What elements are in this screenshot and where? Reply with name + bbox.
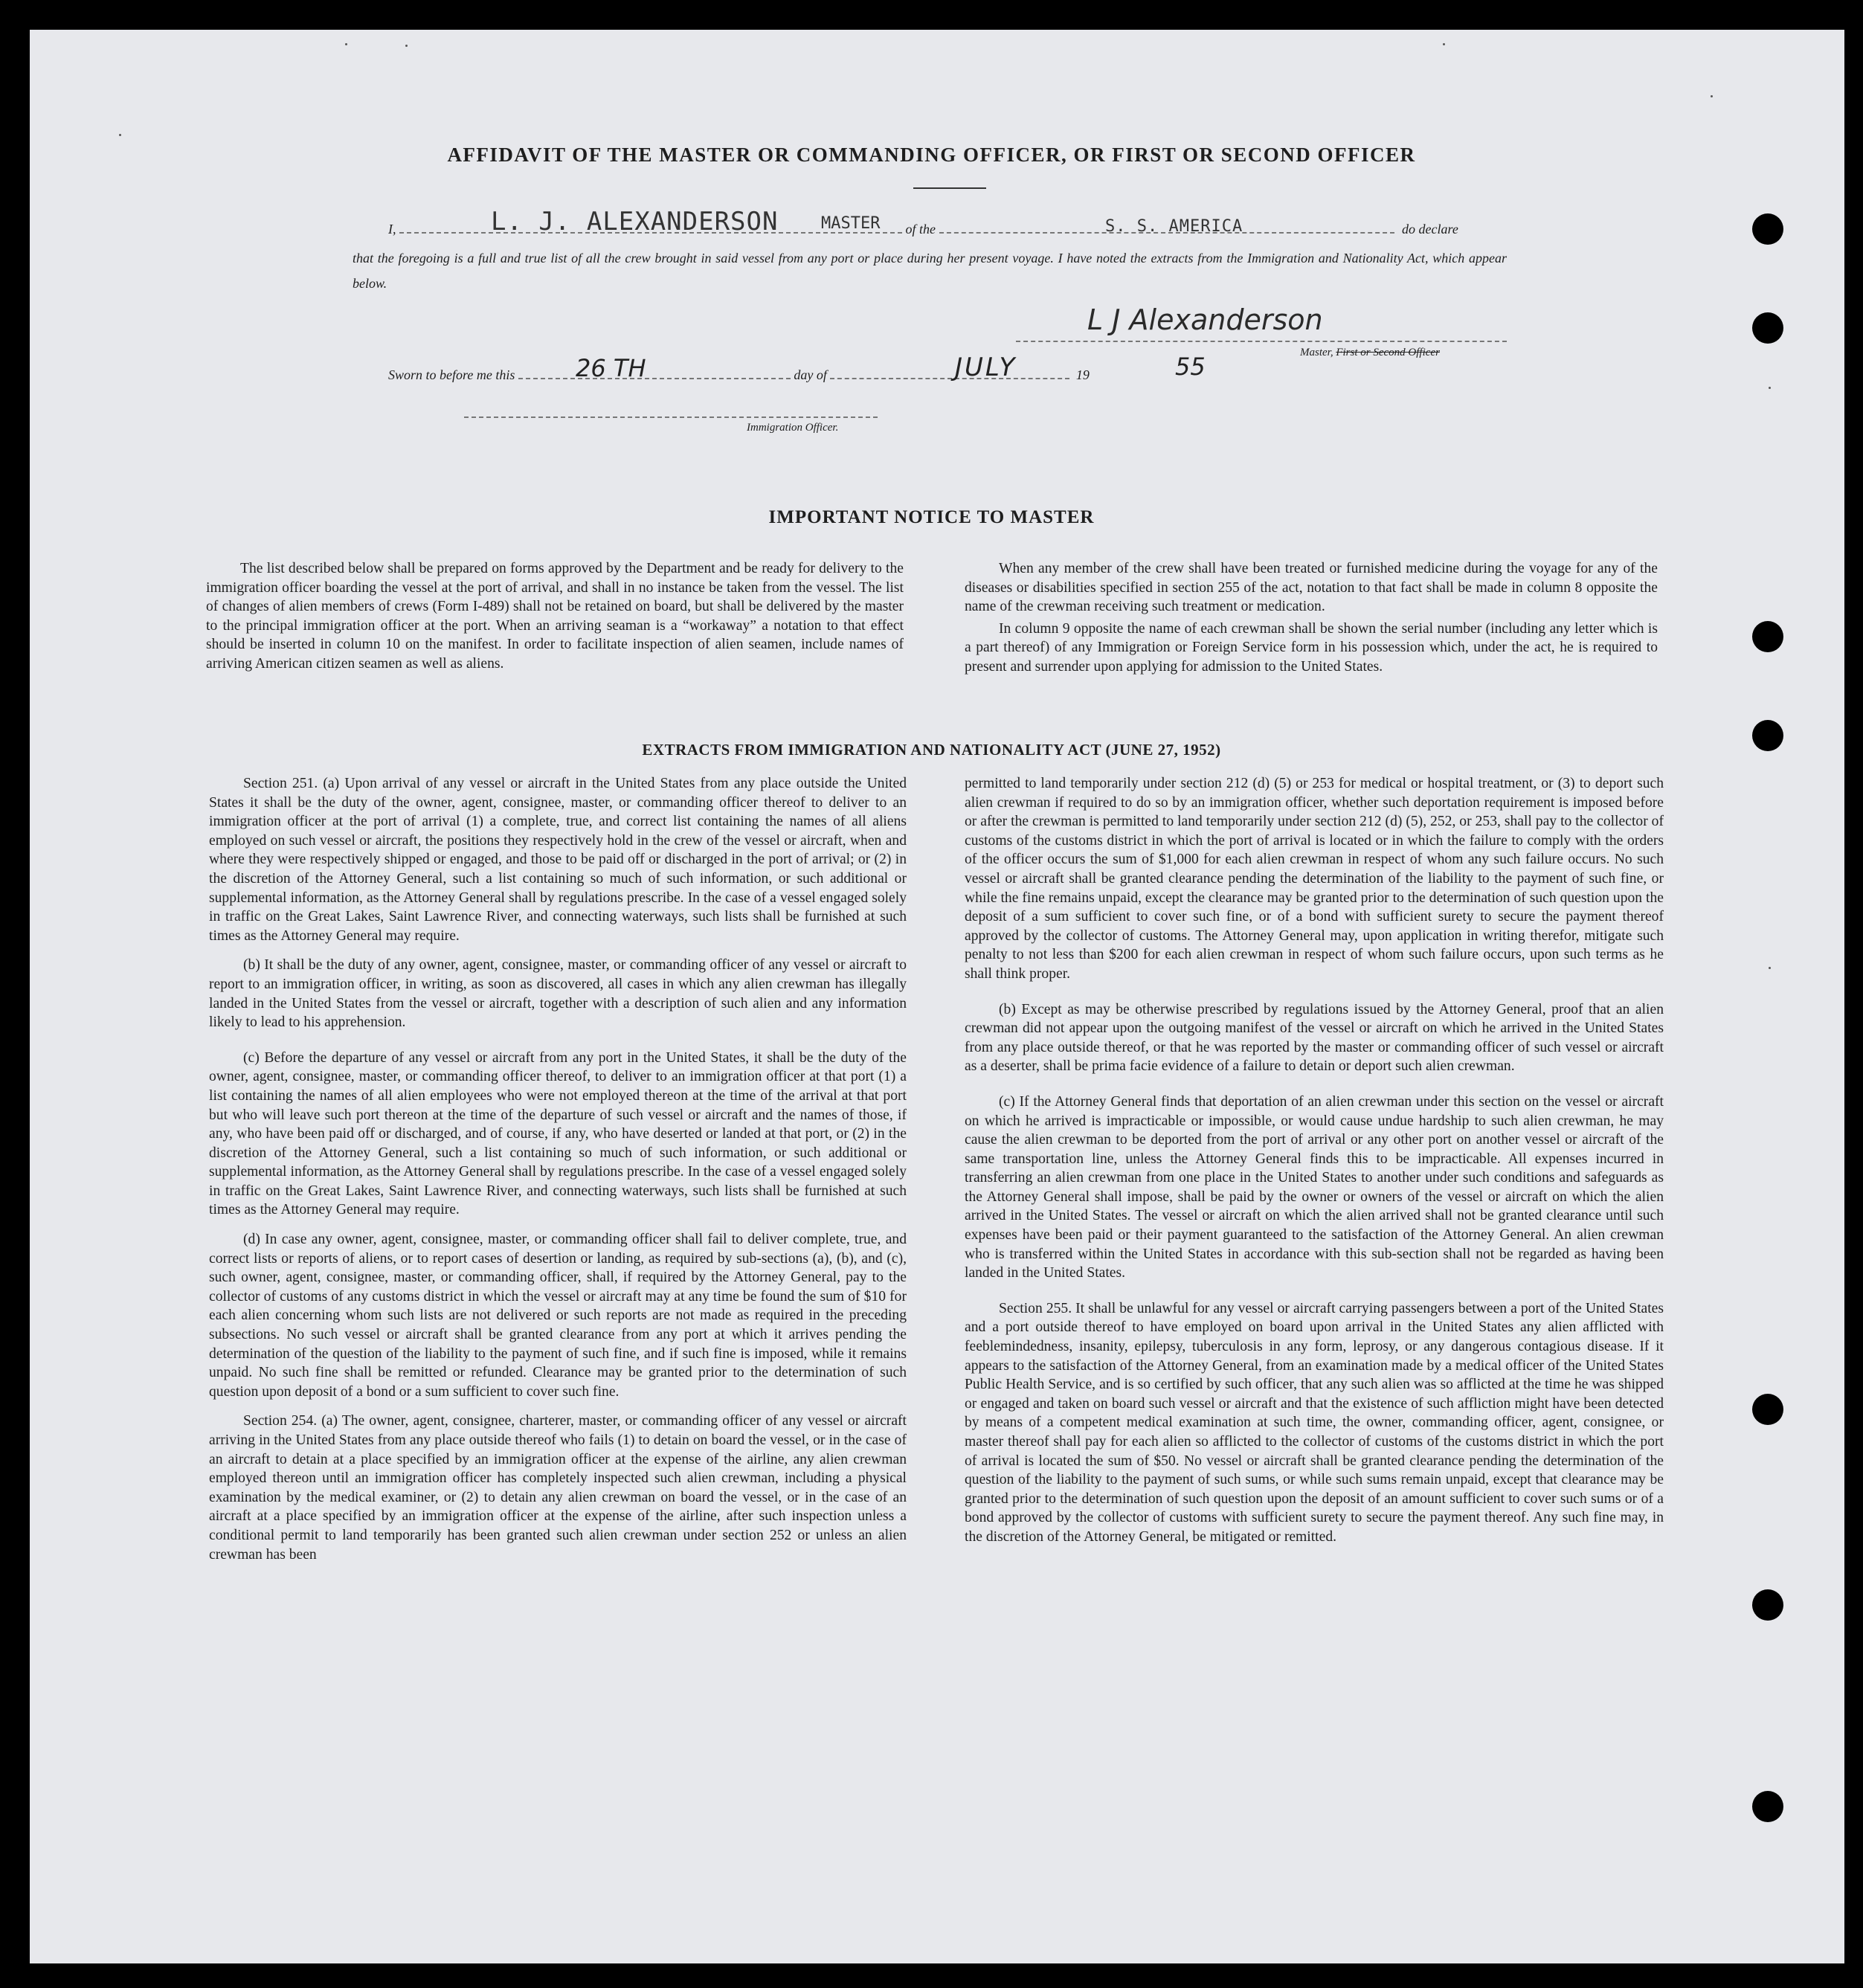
sworn-year: 55 — [1175, 353, 1206, 381]
sworn-day: 26 TH — [576, 354, 646, 382]
title-rule — [913, 187, 986, 189]
master-signature: L J Alexanderson — [1087, 303, 1323, 336]
month-blank — [830, 375, 1069, 379]
master-rank: MASTER — [821, 214, 881, 233]
extracts-left-column — [209, 774, 907, 1574]
speck — [405, 45, 408, 47]
day-blank — [518, 375, 791, 379]
vessel-name: S. S. AMERICA — [1105, 217, 1243, 236]
section-254-a: Section 254. (a) The owner, agent, consignee, charterer, master, or commanding officer of any vessel or aircraft arriving in the United States from any place outside thereof who fails (1) to detain on board the vessel, or in the case of an aircraft to detain at a place specified by an immigration officer at the expense of the airline, any alien crewman employed thereon until an immigration officer has completely inspected such alien crewman, including a physical examination by the medical examiner, or (2) to detain any alien crewman on board the vessel, or in the case of an aircraft at a place specified by an immigration officer at the expense of the airline, after such inspection unless a conditional permit to land temporarily has been granted such alien crewman under section 252 or unless an alien crewman has been — [209, 1413, 907, 1563]
sworn-prefix: Sworn to before me this — [388, 367, 515, 382]
year-prefix: 19 — [1075, 367, 1090, 382]
section-254-a-cont: permitted to land temporarily under section 212 (d) (5) or 253 for medical or hospital treatment, or (3) to deport such alien crewman if required to do so by an immigration officer, whether such deportation requirement is imposed before or after the crewman is permitted to land temporarily under section 212 (d) (5), 252, or 253, shall pay to the collector of customs of the customs district in which the port of arrival is located or in which the failure to comply with the orders of the officer occurs the sum of $1,000 for each alien crewman in respect of whom any such failure occurs. No such vessel or aircraft shall be granted clearance pending the determination of the liability to the payment of such fine, or while the fine remains unpaid, except the clearance may be granted prior to the determination of such question upon the deposit of a sum sufficient to cover such fine, or of a bond with sufficient surety to secure the payment thereof approved by the collector of customs. The Attorney General may, upon application in writing therefor, mitigate such penalty to not less than $200 for each alien crewman in respect of whom such failure occurs, upon such terms as he shall think proper. — [965, 776, 1664, 982]
signature-line — [1016, 341, 1507, 342]
notice-left-text: The list described below shall be prepared on forms approved by the Department and be ready for delivery to the immigration officer boarding the vessel at the port of arrival, and shall in no instance be taken from the vessel. The list of changes of alien members of crews (Form I-489) shall not be retained on board, but shall be delivered by the master to the principal immigration officer at the port. When an arriving seaman is a “workaway” a notation to that effect should be inserted in column 10 on the manifest. In order to facilitate inspection of alien seamen, include names of arriving American citizen seamen as well as aliens. — [206, 561, 904, 672]
section-251-b: (b) It shall be the duty of any owner, agent, consignee, master, or commanding officer of any vessel or aircraft to report to an immigration officer, in writing, as soon as discovered, all cases in which any alien crewman has illegally landed in the United States from the vessel or aircraft, together with a description of such alien and any information likely to lead to his apprehension. — [209, 957, 907, 1031]
punch-hole — [1752, 213, 1783, 245]
speck — [345, 43, 347, 45]
line-suffix: do declare — [1402, 222, 1458, 237]
section-254-c: (c) If the Attorney General finds that deportation of an alien crewman under this section on the vessel or aircraft on which he arrived is impracticable or impossible, or would cause undue hardship to such alien crewman, he may cause the alien crewman to be deported from the port of arrival or any other port on another vessel or aircraft of the same transportation line, unless the Attorney General finds this to be impracticable. All expenses incurred in transferring an alien crewman from one place in the United States to another under such conditions and safeguards as the Attorney General shall impose, shall be paid by the owner or owners of the vessel or aircraft on which the alien arrived in the United States. The vessel or aircraft on which the alien arrived shall not be granted clearance until such expenses have been paid or their payment guaranteed to the satisfaction of the Attorney General. An alien crewman who is transferred within the United States in accordance with this sub-section shall not be regarded as having been landed in the United States. — [965, 1093, 1664, 1281]
punch-hole — [1752, 1791, 1783, 1822]
speck — [1711, 95, 1713, 97]
line-of-the: of the — [905, 222, 936, 237]
punch-hole — [1752, 1394, 1783, 1425]
section-251-d: (d) In case any owner, agent, consignee, master, or commanding officer shall fail to deliver complete, true, and correct lists or reports of aliens, or to report cases of desertion or landing, as required by sub-sections (a), (b), and (c), such owner, agent, consignee, master, or commanding officer, shall, if required by the Attorney General, pay to the collector of customs of any customs district in which the vessel or aircraft may at any time be found the sum of $10 for each alien concerning whom such lists are not delivered or such reports are not made as required in the preceding subsections. No such vessel or aircraft shall be granted clearance from any port at which it arrives pending the determination of the question of the liability to the payment of such fine, and if such fine is imposed, while it remains unpaid. No such fine shall be remitted or refunded. Clearance may be granted prior to the determination of such question upon deposit of a bond or a sum sufficient to cover such fine. — [209, 1232, 907, 1400]
speck — [119, 134, 121, 136]
sworn-month: JULY — [955, 353, 1017, 382]
master-name: L. J. ALEXANDERSON — [491, 207, 779, 237]
immigration-officer-label: Immigration Officer. — [747, 422, 839, 434]
day-of: day of — [794, 367, 827, 382]
signer-title — [1300, 347, 1440, 359]
signer-title-struck: First or Second Officer — [1336, 347, 1440, 358]
speck — [1769, 967, 1771, 969]
notice-heading: IMPORTANT NOTICE TO MASTER — [768, 507, 1095, 527]
notice-right — [965, 559, 1658, 687]
line-prefix: I, — [388, 222, 396, 237]
section-254-b: (b) Except as may be otherwise prescribed by regulations issued by the Attorney General, proof that an alien crewman did not appear upon the outgoing manifest of the vessel or aircraft on which he arrived in the United States from any place outside thereof, or that he was reported by the master or commanding officer of such vessel or aircraft as a deserter, shall be prima facie evidence of a failure to detain or deport such alien crewman. — [965, 1001, 1664, 1075]
section-255: Section 255. It shall be unlawful for any vessel or aircraft carrying passengers between a port of the United States and a port outside thereof to have employed on board upon arrival in the United States any alien afflicted with feeblemindedness, insanity, epilepsy, tuberculosis in any form, leprosy, or any dangerous contagious disease. If it appears to the satisfaction of the Attorney General, from an examination made by a medical officer of the United States Public Health Service, and is so certified by such officer, that any such alien was so afflicted at the time he was shipped or engaged and taken on board such vessel or aircraft and that the existence of such affliction might have been detected by means of a competent medical examination at such time, the owner, commanding officer, agent, consignee, or master thereof shall pay for each alien so afflicted to the collector of customs of the customs district in which the port of arrival is located the sum of $50. No vessel or aircraft shall be granted clearance pending the determination of the question of the liability to the payment of such sums, or while such sums remain unpaid, except that clearance may be granted prior to the determination of such question upon the deposit of an amount sufficient to cover such sums or of a bond approved by the collector of customs with sufficient surety to secure the payment thereof. Any such fine may, in the discretion of the Attorney General, be mitigated or remitted. — [965, 1300, 1664, 1545]
signer-title-master: Master, — [1300, 347, 1333, 358]
speck — [1769, 387, 1771, 389]
notice-right-p2: In column 9 opposite the name of each crewman shall be shown the serial number (including any letter which is a part thereof) of any Immigration or Foreign Service form in his possession which, under the act, he is required to present and surrender upon applying for admission to the United States. — [965, 620, 1658, 675]
notice-left — [206, 559, 904, 684]
speck — [1443, 43, 1445, 45]
notice-right-p1: When any member of the crew shall have been treated or furnished medicine during the voyage for any of the diseases or disabilities specified in section 255 of the act, notation to that fact shall be made in column 8 opposite the name of the crewman receiving such treatment or medication. — [965, 561, 1658, 615]
extracts-right-column — [965, 774, 1664, 1557]
punch-hole — [1752, 312, 1783, 344]
section-251-c: (c) Before the departure of any vessel or aircraft from any port in the United States, it shall be the duty of the owner, agent, consignee, master, or commanding officer thereof, to deliver to an immigration officer at that port (1) a list containing the names of all alien employees who were not employed thereon at the time of the arrival at that port but who will leave such port thereon at the time of the departure of such vessel or aircraft and the names of those, if any, who have been paid off or discharged, and of course, if any, who have deserted or landed at that port, or (2) in the discretion of the Attorney General, such a list containing so much of such information, or such additional or supplemental information, as the Attorney General shall by regulations prescribe. In the case of a vessel engaged solely in traffic on the Great Lakes, Saint Lawrence River, and connecting waterways, such lists shall be furnished at such times as the Attorney General may require. — [209, 1049, 907, 1218]
immigration-officer-line — [464, 416, 878, 418]
punch-hole — [1752, 1589, 1783, 1621]
punch-hole — [1752, 621, 1783, 652]
affidavit-title: AFFIDAVIT OF THE MASTER OR COMMANDING OFFICER, OR FIRST OR SECOND OFFICER — [447, 144, 1416, 166]
declaration-text: that the foregoing is a full and true list of all the crew brought in said vessel from any port or place during her present voyage. I have noted the extracts from the Immigration and Nationality Act, which appear below. — [353, 251, 1507, 291]
extracts-heading: EXTRACTS FROM IMMIGRATION AND NATIONALITY ACT (JUNE 27, 1952) — [642, 741, 1221, 759]
section-251-a: Section 251. (a) Upon arrival of any vessel or aircraft in the United States from any place outside the United States it shall be the duty of the owner, agent, consignee, master, or commanding officer thereof to deliver to an immigration officer at the port of arrival (1) a complete, true, and correct list containing the names of all aliens employed on such vessel or aircraft, the positions they respectively hold in the crew of the vessel or aircraft, when and where they were respectively shipped or engaged, and those to be paid off or discharged in the port of arrival; or (2) in the discretion of the Attorney General, such a list containing so much of such information, or such additional or supplemental information, as the Attorney General shall by regulations prescribe. In the case of a vessel engaged solely in traffic on the Great Lakes, Saint Lawrence River, and connecting waterways, such lists shall be furnished at such times as the Attorney General may require. — [209, 776, 907, 944]
